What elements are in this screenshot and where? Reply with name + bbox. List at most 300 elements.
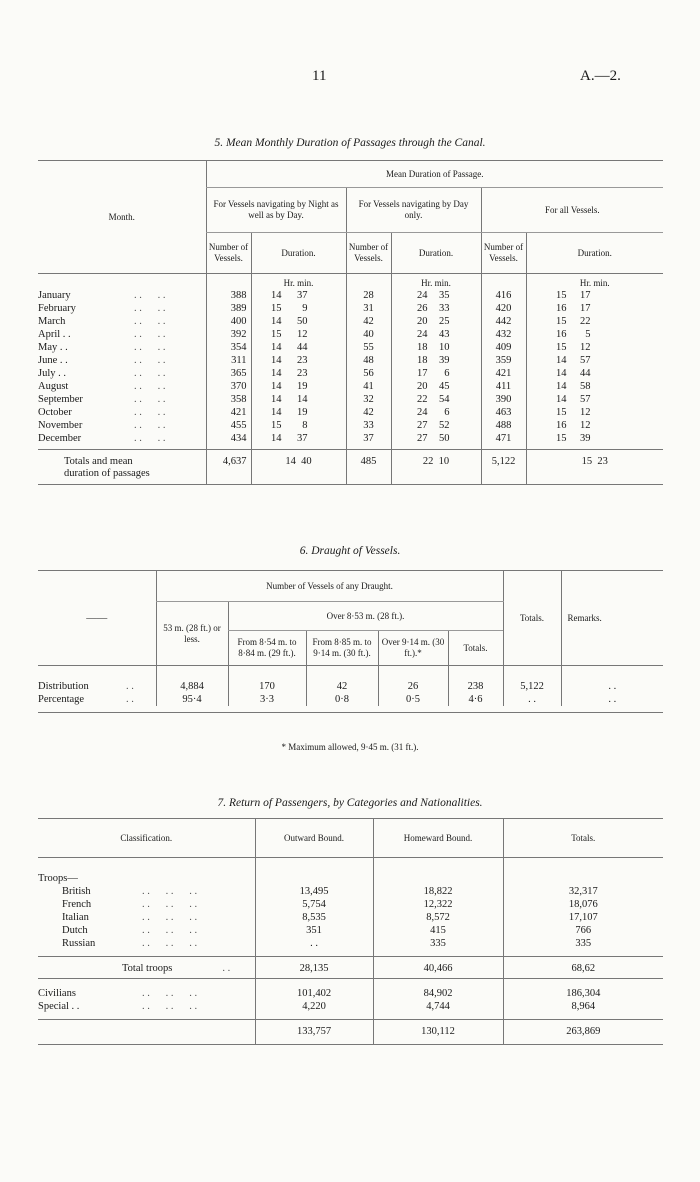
night-day-duration [251, 354, 346, 367]
col-classification: Classification. [120, 832, 173, 843]
hours: 14 [271, 381, 282, 392]
col-outward: Outward Bound. [255, 819, 373, 858]
totals-value: 32,317 [503, 885, 663, 898]
over-914-value: 0·5 [378, 693, 448, 706]
category: Special . . [38, 1001, 80, 1012]
all-vessels-duration [526, 393, 663, 406]
col-day-only: For Vessels navigating by Day only. [346, 188, 481, 233]
month-label-cell [38, 328, 206, 341]
minutes: 44 [297, 342, 308, 353]
minutes: 44 [580, 368, 591, 379]
sub-duration-b: Duration. [391, 233, 481, 274]
day-only-count: 37 [346, 432, 391, 445]
night-day-duration [251, 367, 346, 380]
table5 [38, 160, 663, 485]
month-row [38, 315, 663, 328]
month-name: December [38, 433, 82, 444]
month-label-cell [38, 341, 206, 354]
day-only-count: 56 [346, 367, 391, 380]
day-only-count: 31 [346, 302, 391, 315]
totals-b-n: 485 [346, 450, 391, 485]
all-vessels-duration [526, 315, 663, 328]
col-from-854: From 8·54 m. to 8·84 m. (29 ft.). [228, 631, 306, 666]
all-vessels-count: 416 [481, 289, 526, 302]
minutes: 23 [297, 368, 308, 379]
all-vessels-count: 409 [481, 341, 526, 354]
minutes: 14 [297, 394, 308, 405]
hours: 15 [271, 329, 282, 340]
month-label-cell [38, 289, 206, 302]
troop-row [38, 885, 663, 898]
troop-row [38, 898, 663, 911]
day-only-count: 55 [346, 341, 391, 354]
month-row [38, 302, 663, 315]
all-vessels-count: 471 [481, 432, 526, 445]
month-label-cell [38, 302, 206, 315]
homeward-value: 415 [373, 924, 503, 937]
minutes: 57 [580, 355, 591, 366]
hours: 18 [417, 355, 428, 366]
passenger-row [38, 1000, 663, 1013]
hours: 15 [271, 303, 282, 314]
minutes: 19 [297, 381, 308, 392]
nationality: Russian [62, 938, 96, 949]
minutes: 23 [297, 355, 308, 366]
totals-value: 186,304 [503, 987, 663, 1000]
month-row [38, 393, 663, 406]
table7-title: 7. Return of Passengers, by Categories and Nationalities. [217, 797, 483, 809]
nationality: Dutch [62, 925, 88, 936]
night-day-duration [251, 406, 346, 419]
draught-footnote: * Maximum allowed, 9·45 m. (31 ft.). [281, 742, 419, 752]
col-homeward: Homeward Bound. [373, 819, 503, 858]
minutes: 6 [444, 407, 450, 418]
minutes: 9 [302, 303, 308, 314]
table5-title: 5. Mean Monthly Duration of Passages through the Canal. [214, 137, 486, 149]
day-only-duration [391, 289, 481, 302]
month-label-cell [38, 380, 206, 393]
hours: 14 [271, 407, 282, 418]
minutes: 39 [580, 433, 591, 444]
table7 [38, 818, 663, 1045]
hours: 18 [417, 342, 428, 353]
col-totals-inner: Totals. [448, 631, 503, 666]
outward-value: 5,754 [255, 898, 373, 911]
passenger-row [38, 987, 663, 1000]
day-only-duration [391, 432, 481, 445]
col-totals7: Totals. [503, 819, 663, 858]
col-over-header: Over 8·53 m. (28 ft.). [228, 602, 503, 631]
minutes: 22 [580, 316, 591, 327]
minutes: 50 [439, 433, 450, 444]
hours: 14 [271, 316, 282, 327]
minutes: 12 [580, 420, 591, 431]
hours: 15 [556, 407, 567, 418]
all-vessels-duration [526, 328, 663, 341]
troop-label-cell [38, 898, 255, 911]
hours: 14 [556, 368, 567, 379]
page-reference: A.—2. [580, 68, 621, 84]
totals-value: 8,964 [503, 1000, 663, 1013]
homeward-value: 18,822 [373, 885, 503, 898]
total-troops-label: Total troops . . [122, 963, 231, 974]
hours: 14 [556, 381, 567, 392]
homeward-value: 84,902 [373, 987, 503, 1000]
unit-c: Hr. min. [526, 274, 663, 290]
hours: 14 [556, 355, 567, 366]
minutes: 17 [580, 290, 591, 301]
totals-value: 766 [503, 924, 663, 937]
hours: 17 [417, 368, 428, 379]
passenger-label-cell [38, 1000, 255, 1013]
leader-dots: . . . . . . [142, 925, 198, 936]
leader-dots: . . . . . . [142, 886, 198, 897]
all-vessels-duration [526, 406, 663, 419]
hours: 26 [417, 303, 428, 314]
sub-number-b: Number of Vessels. [346, 233, 391, 274]
grand-totals-value: 5,122 [503, 666, 561, 694]
homeward-value: 335 [373, 937, 503, 950]
sub-number-c: Number of Vessels. [481, 233, 526, 274]
day-only-duration [391, 341, 481, 354]
hours: 24 [417, 290, 428, 301]
grand-total-row [38, 1020, 663, 1045]
month-name: May . . [38, 342, 68, 353]
from-885-value: 0·8 [306, 693, 378, 706]
night-day-duration [251, 393, 346, 406]
month-label-cell [38, 419, 206, 432]
leader-dots: . . . . [134, 394, 166, 405]
troop-label-cell [38, 924, 255, 937]
troop-label-cell [38, 885, 255, 898]
leader-dots: . . . . . . [142, 912, 198, 923]
total-troops-tot: 68,62 [503, 957, 663, 979]
minutes: 6 [444, 368, 450, 379]
leader-dots: . . . . . . [142, 988, 198, 999]
minutes: 52 [439, 420, 450, 431]
day-only-duration [391, 393, 481, 406]
hours: 14 [271, 368, 282, 379]
minutes: 37 [297, 433, 308, 444]
outward-value: 13,495 [255, 885, 373, 898]
hours: 27 [417, 420, 428, 431]
minutes: 19 [297, 407, 308, 418]
month-row [38, 419, 663, 432]
leader-dots: . . . . [134, 290, 166, 301]
night-day-count: 400 [206, 315, 251, 328]
month-row [38, 367, 663, 380]
outward-value: 4,220 [255, 1000, 373, 1013]
troop-row [38, 924, 663, 937]
grand-home: 130,112 [373, 1020, 503, 1045]
totals-value: 18,076 [503, 898, 663, 911]
col-over-914: Over 9·14 m. (30 ft.).* [378, 631, 448, 666]
table6-title: 6. Draught of Vessels. [299, 545, 401, 557]
month-label-cell [38, 406, 206, 419]
row-label: Distribution [38, 681, 89, 692]
leader-dots: . . . . [134, 381, 166, 392]
day-only-count: 40 [346, 328, 391, 341]
minutes: 33 [439, 303, 450, 314]
leader-dots: . . . . . . [142, 899, 198, 910]
leader-dots: . . [126, 694, 134, 705]
day-only-count: 42 [346, 406, 391, 419]
totals-c-dur: 15 23 [526, 450, 663, 485]
month-label-cell [38, 354, 206, 367]
night-day-count: 358 [206, 393, 251, 406]
month-row [38, 328, 663, 341]
troops-label: Troops— [38, 873, 78, 884]
sub-number-a: Number of Vessels. [206, 233, 251, 274]
leader-dots: . . . . [134, 433, 166, 444]
hours: 24 [417, 407, 428, 418]
passenger-label-cell [38, 987, 255, 1000]
totals-label: Totals and mean duration of passages [64, 456, 150, 479]
minutes: 37 [297, 290, 308, 301]
month-name: July . . [38, 368, 67, 379]
unit-a: Hr. min. [251, 274, 346, 290]
col-low-draught: 53 m. (28 ft.) or less. [156, 602, 228, 666]
leader-dots: . . . . . . [142, 1001, 198, 1012]
hours: 14 [271, 394, 282, 405]
night-day-duration [251, 419, 346, 432]
night-day-duration [251, 380, 346, 393]
draught-row [38, 693, 663, 706]
troop-label-cell [38, 911, 255, 924]
minutes: 10 [439, 342, 450, 353]
month-label-cell [38, 432, 206, 445]
month-row [38, 432, 663, 445]
night-day-duration [251, 289, 346, 302]
minutes: 8 [302, 420, 308, 431]
remarks-value: . . [561, 666, 663, 694]
grand-out: 133,757 [255, 1020, 373, 1045]
totals-a-n: 4,637 [206, 450, 251, 485]
hours: 15 [556, 342, 567, 353]
month-label-cell [38, 315, 206, 328]
hours: 14 [271, 355, 282, 366]
night-day-count: 434 [206, 432, 251, 445]
from-854-value: 3·3 [228, 693, 306, 706]
grand-totals-value: . . [503, 693, 561, 706]
night-day-count: 365 [206, 367, 251, 380]
draught-label-cell [38, 693, 156, 706]
troop-row [38, 937, 663, 950]
minutes: 12 [580, 407, 591, 418]
hours: 20 [417, 316, 428, 327]
low-draught-value: 4,884 [156, 666, 228, 694]
outward-value: 351 [255, 924, 373, 937]
month-name: August [38, 381, 69, 392]
from-885-value: 42 [306, 666, 378, 694]
troop-row [38, 911, 663, 924]
leader-dots: . . . . . . [142, 938, 198, 949]
all-vessels-duration [526, 380, 663, 393]
day-only-count: 28 [346, 289, 391, 302]
day-only-count: 32 [346, 393, 391, 406]
night-day-duration [251, 315, 346, 328]
hours: 14 [271, 433, 282, 444]
over-totals-value: 4·6 [448, 693, 503, 706]
outward-value: 101,402 [255, 987, 373, 1000]
month-row [38, 380, 663, 393]
all-vessels-count: 359 [481, 354, 526, 367]
night-day-count: 421 [206, 406, 251, 419]
night-day-count: 388 [206, 289, 251, 302]
low-draught-value: 95·4 [156, 693, 228, 706]
day-only-duration [391, 380, 481, 393]
col-from-885: From 8·85 m. to 9·14 m. (30 ft.). [306, 631, 378, 666]
homeward-value: 4,744 [373, 1000, 503, 1013]
all-vessels-count: 421 [481, 367, 526, 380]
all-vessels-duration [526, 302, 663, 315]
leader-dots: . . . . [134, 420, 166, 431]
day-only-duration [391, 419, 481, 432]
month-name: September [38, 394, 83, 405]
leader-dots: . . [126, 681, 134, 692]
nationality: Italian [62, 912, 89, 923]
night-day-count: 370 [206, 380, 251, 393]
day-only-duration [391, 302, 481, 315]
draught-group-header: Number of Vessels of any Draught. [156, 571, 503, 602]
homeward-value: 8,572 [373, 911, 503, 924]
day-only-duration [391, 406, 481, 419]
day-only-duration [391, 328, 481, 341]
night-day-duration [251, 341, 346, 354]
hours: 27 [417, 433, 428, 444]
minutes: 25 [439, 316, 450, 327]
hours: 15 [556, 316, 567, 327]
totals-b-dur: 22 10 [391, 450, 481, 485]
night-day-duration [251, 302, 346, 315]
month-name: November [38, 420, 83, 431]
leader-dots: . . . . [134, 316, 166, 327]
col-totals: Totals. [503, 571, 561, 666]
night-day-count: 389 [206, 302, 251, 315]
minutes: 12 [297, 329, 308, 340]
sub-duration-c: Duration. [526, 233, 663, 274]
month-row [38, 289, 663, 302]
month-name: June . . [38, 355, 68, 366]
from-854-value: 170 [228, 666, 306, 694]
all-vessels-duration [526, 419, 663, 432]
month-header: Month. [38, 161, 206, 274]
hours: 24 [417, 329, 428, 340]
night-day-duration [251, 328, 346, 341]
total-troops-home: 40,466 [373, 957, 503, 979]
table6 [38, 570, 663, 713]
hours: 16 [556, 329, 567, 340]
hours: 15 [556, 433, 567, 444]
nationality: French [62, 899, 92, 910]
day-only-duration [391, 367, 481, 380]
leader-dots: . . . . [134, 342, 166, 353]
leader-dots: . . . . [134, 355, 166, 366]
night-day-duration [251, 432, 346, 445]
night-day-count: 311 [206, 354, 251, 367]
night-day-count: 392 [206, 328, 251, 341]
totals-a-dur: 14 40 [251, 450, 346, 485]
month-label-cell [38, 393, 206, 406]
leader-dots: . . . . [134, 407, 166, 418]
month-name: March [38, 316, 66, 327]
outward-value: . . [255, 937, 373, 950]
all-vessels-count: 411 [481, 380, 526, 393]
all-vessels-count: 488 [481, 419, 526, 432]
row-label: Percentage [38, 694, 85, 705]
all-vessels-duration [526, 289, 663, 302]
homeward-value: 12,322 [373, 898, 503, 911]
all-vessels-count: 432 [481, 328, 526, 341]
totals-c-n: 5,122 [481, 450, 526, 485]
hours: 14 [271, 290, 282, 301]
grand-tot: 263,869 [503, 1020, 663, 1045]
all-vessels-count: 420 [481, 302, 526, 315]
col-all-vessels: For all Vessels. [481, 188, 663, 233]
month-label-cell [38, 367, 206, 380]
nationality: British [62, 886, 91, 897]
minutes: 35 [439, 290, 450, 301]
leader-dots: . . . . [134, 303, 166, 314]
month-name: April . . [38, 329, 71, 340]
hours: 15 [271, 420, 282, 431]
hours: 14 [556, 394, 567, 405]
draught-row [38, 666, 663, 694]
month-name: February [38, 303, 76, 314]
draught-label-cell [38, 666, 156, 694]
month-row [38, 341, 663, 354]
day-only-count: 48 [346, 354, 391, 367]
hours: 15 [556, 290, 567, 301]
totals-value: 17,107 [503, 911, 663, 924]
hours: 22 [417, 394, 428, 405]
all-vessels-count: 463 [481, 406, 526, 419]
unit-b: Hr. min. [391, 274, 481, 290]
hours: 14 [271, 342, 282, 353]
day-only-count: 41 [346, 380, 391, 393]
col-night-day: For Vessels navigating by Night as well as by Day. [206, 188, 346, 233]
hours: 16 [556, 303, 567, 314]
totals-value: 335 [503, 937, 663, 950]
minutes: 17 [580, 303, 591, 314]
all-vessels-duration [526, 367, 663, 380]
outward-value: 8,535 [255, 911, 373, 924]
remarks-value: . . [561, 693, 663, 706]
over-totals-value: 238 [448, 666, 503, 694]
day-only-duration [391, 315, 481, 328]
over-914-value: 26 [378, 666, 448, 694]
minutes: 50 [297, 316, 308, 327]
minutes: 57 [580, 394, 591, 405]
minutes: 39 [439, 355, 450, 366]
all-vessels-duration [526, 341, 663, 354]
day-only-count: 33 [346, 419, 391, 432]
all-vessels-duration [526, 432, 663, 445]
minutes: 43 [439, 329, 450, 340]
table5-totals-row [38, 450, 663, 485]
mean-duration-header: Mean Duration of Passage. [206, 161, 663, 188]
troop-label-cell [38, 937, 255, 950]
hours: 16 [556, 420, 567, 431]
minutes: 54 [439, 394, 450, 405]
leader-dots: . . . . [134, 368, 166, 379]
sub-duration-a: Duration. [251, 233, 346, 274]
minutes: 12 [580, 342, 591, 353]
total-troops-out: 28,135 [255, 957, 373, 979]
night-day-count: 455 [206, 419, 251, 432]
minutes: 58 [580, 381, 591, 392]
month-name: October [38, 407, 72, 418]
